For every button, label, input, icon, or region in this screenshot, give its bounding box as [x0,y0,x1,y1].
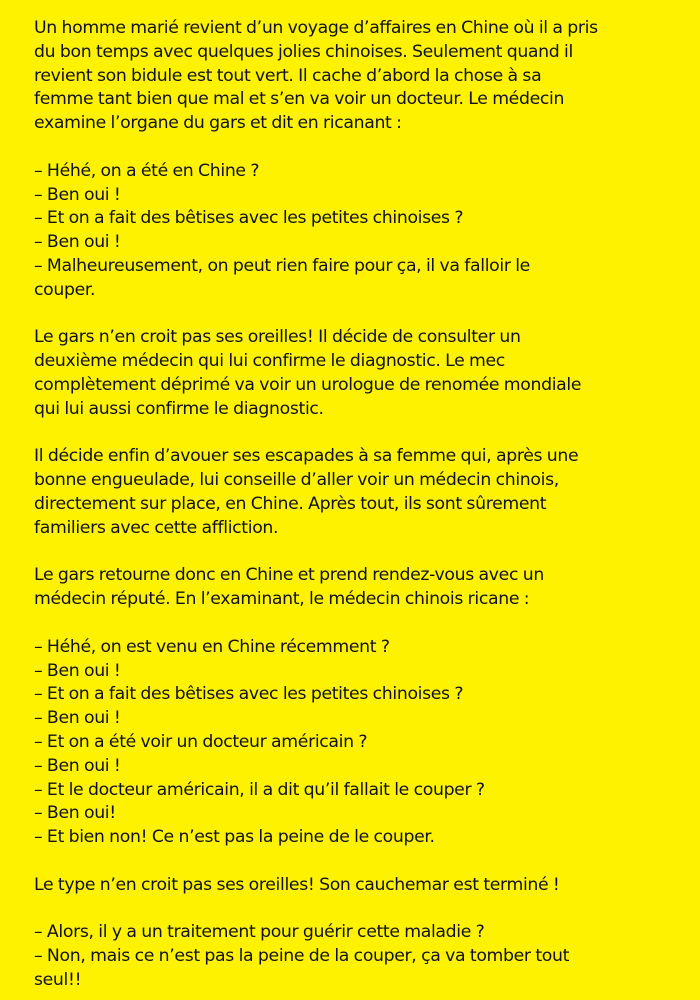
text-line: examine l’organe du gars et dit en ricanant : [34,113,402,134]
text-line: – Ben oui ! [34,708,121,729]
text-line: – Ben oui! [34,803,116,824]
paragraph-6 [34,636,680,850]
paragraph-7 [34,874,680,898]
text-line: – Et on a été voir un docteur américain ? [34,731,368,752]
text-line: du bon temps avec quelques jolies chinoises. Seulement quand il [34,41,573,62]
text-line: qui lui aussi confirme le diagnostic. [34,398,324,419]
text-line: – Alors, il y a un traitement pour guérir cette maladie ? [34,922,485,943]
text-line: – Non, mais ce n’est pas la peine de la couper, ça va tomber tout [34,946,569,967]
text-line: – Ben oui ! [34,660,121,681]
text-line: complètement déprimé va voir un urologue de renomée mondiale [34,374,582,395]
text-line: couper. [34,279,96,300]
text-line: médecin réputé. En l’examinant, le médecin chinois ricane : [34,589,530,610]
text-line: Le gars n’en croit pas ses oreilles! Il décide de consulter un [34,327,521,348]
paragraph-4 [34,445,680,540]
text-line: familiers avec cette affliction. [34,517,279,538]
paragraph-1 [34,17,680,136]
text-line: bonne engueulade, lui conseille d’aller voir un médecin chinois, [34,470,559,491]
text-line: – Héhé, on a été en Chine ? [34,160,260,181]
text-line: – Et on a fait des bêtises avec les petites chinoises ? [34,684,464,705]
text-line: deuxième médecin qui lui confirme le diagnostic. Le mec [34,351,505,372]
text-line: Il décide enfin d’avouer ses escapades à sa femme qui, après une [34,446,579,467]
text-line: – Malheureusement, on peut rien faire pour ça, il va falloir le [34,255,530,276]
text-line: – Et on a fait des bêtises avec les petites chinoises ? [34,208,464,229]
text-line: – Héhé, on est venu en Chine récemment ? [34,636,390,657]
text-line: directement sur place, en Chine. Après tout, ils sont sûrement [34,493,547,514]
text-line: Le gars retourne donc en Chine et prend rendez-vous avec un [34,565,544,586]
text-line: Le type n’en croit pas ses oreilles! Son cauchemar est terminé ! [34,874,560,895]
paragraph-5 [34,564,680,612]
text-line: – Ben oui ! [34,184,121,205]
text-line: – Ben oui ! [34,755,121,776]
paragraph-2 [34,160,680,303]
text-line: revient son bidule est tout vert. Il cache d’abord la chose à sa [34,65,542,86]
text-line: Un homme marié revient d’un voyage d’affaires en Chine où il a pris [34,18,598,38]
text-line: – Ben oui ! [34,232,121,253]
text-line: – Et le docteur américain, il a dit qu’il fallait le couper ? [34,779,485,800]
text-line: femme tant bien que mal et s’en va voir un docteur. Le médecin [34,89,565,110]
paragraph-8 [34,921,680,992]
paragraph-3 [34,326,680,421]
text-line: – Et bien non! Ce n’est pas la peine de le couper. [34,827,435,848]
text-line: seul!! [34,969,82,990]
